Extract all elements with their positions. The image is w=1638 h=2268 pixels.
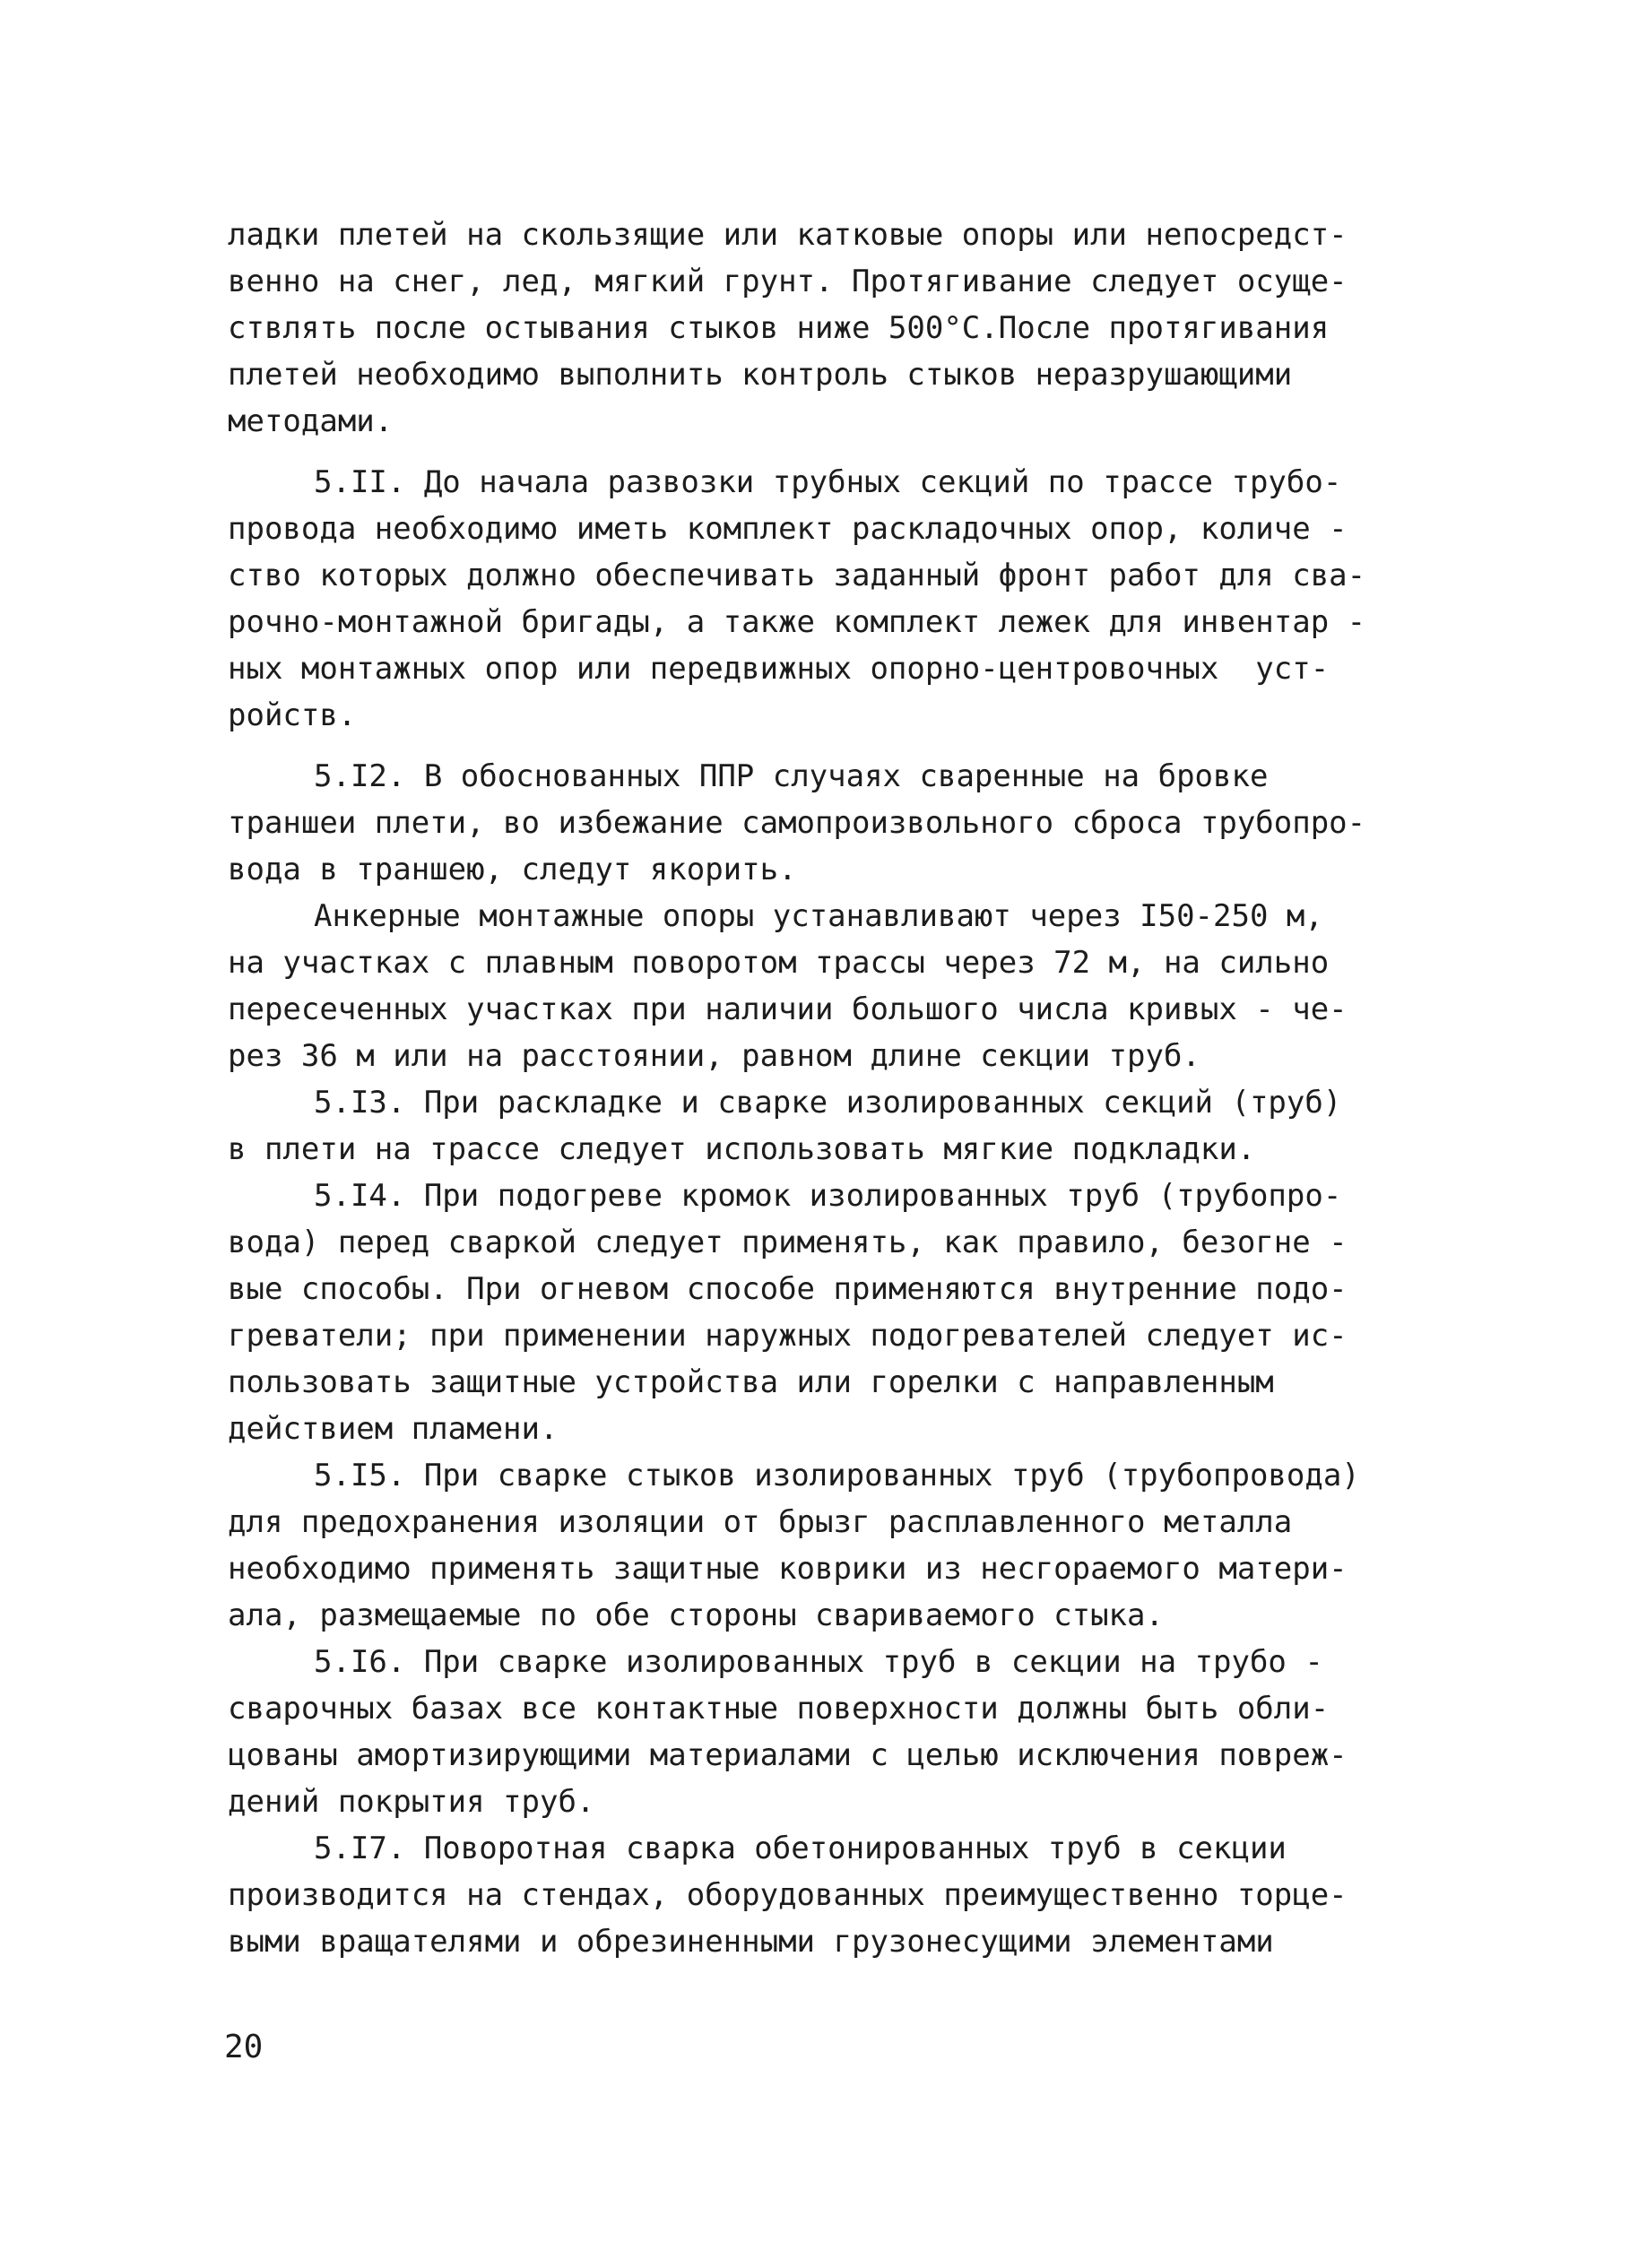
text-line: 5.I3. При раскладке и сварке изолированных секций (труб): [314, 1085, 1342, 1121]
text-line: ройств.: [228, 697, 357, 733]
text-line: сварочных базах все контактные поверхности должны быть обли-: [228, 1691, 1330, 1727]
text-line: 5.I2. В обоснованных ППР случаях сваренные на бровке: [314, 758, 1269, 794]
text-line: производится на стендах, оборудованных преимущественно торце-: [228, 1877, 1348, 1913]
text-line: венно на снег, лед, мягкий грунт. Протягивание следует осуще-: [228, 264, 1348, 299]
paragraph-5-15: [228, 1452, 1429, 1639]
text-line: 5.II. До начала развозки трубных секций по трассе трубо-: [314, 464, 1342, 500]
text-line: для предохранения изоляции от брызг расплавленного металла: [228, 1504, 1293, 1540]
text-line: ала, размещаемые по обе стороны свариваемого стыка.: [228, 1597, 1164, 1633]
text-line: греватели; при применении наружных подогревателей следует ис-: [228, 1318, 1348, 1354]
text-line: 5.I4. При подогреве кромок изолированных труб (трубопро-: [314, 1178, 1342, 1214]
text-line: вода) перед сваркой следует применять, как правило, безогне -: [228, 1225, 1348, 1260]
paragraph-5-11: [228, 459, 1429, 739]
body-text: [228, 212, 1429, 1965]
text-line: ство которых должно обеспечивать заданный фронт работ для сва-: [228, 558, 1366, 593]
text-line: 5.I7. Поворотная сварка обетонированных труб в секции: [314, 1831, 1287, 1866]
paragraph-5-13: [228, 1079, 1429, 1173]
paragraph-5-14: [228, 1173, 1429, 1452]
text-line: ладки плетей на скользящие или катковые опоры или непосредст-: [228, 217, 1348, 253]
text-line: ных монтажных опор или передвижных опорно-центровочных уст-: [228, 651, 1330, 687]
text-line: выми вращателями и обрезиненными грузонесущими элементами: [228, 1924, 1274, 1960]
text-line: Анкерные монтажные опоры устанавливают через I50-250 м,: [314, 898, 1323, 934]
text-line: ствлять после остывания стыков ниже 500°С.После протягивания: [228, 310, 1330, 346]
text-line: вода в траншею, следут якорить.: [228, 852, 797, 887]
paragraph-anchor-supports: [228, 893, 1429, 1079]
paragraph-5-17: [228, 1825, 1429, 1965]
text-line: цованы амортизирующими материалами с целью исключения повреж-: [228, 1737, 1348, 1773]
paragraph-5-16: [228, 1639, 1429, 1825]
text-line: пересеченных участках при наличии большого числа кривых - че-: [228, 991, 1348, 1027]
paragraph-5-12: [228, 753, 1429, 893]
text-line: траншеи плети, во избежание самопроизвольного сброса трубопро-: [228, 805, 1366, 841]
text-line: плетей необходимо выполнить контроль стыков неразрушающими: [228, 357, 1293, 393]
text-line: на участках с плавным поворотом трассы через 72 м, на сильно: [228, 945, 1330, 981]
text-line: в плети на трассе следует использовать мягкие подкладки.: [228, 1131, 1256, 1167]
text-line: рез 36 м или на расстоянии, равном длине секции труб.: [228, 1038, 1200, 1074]
text-line: 5.I5. При сварке стыков изолированных труб (трубопровода): [314, 1458, 1360, 1493]
paragraph-continuation: [228, 212, 1429, 445]
text-line: методами.: [228, 403, 394, 439]
text-line: 5.I6. При сварке изолированных труб в секции на трубо -: [314, 1644, 1323, 1680]
text-line: дений покрытия труб.: [228, 1784, 595, 1820]
page-number: 20: [224, 2029, 264, 2065]
text-line: рочно-монтажной бригады, а также комплект лежек для инвентар -: [228, 604, 1366, 640]
text-line: провода необходимо иметь комплект раскладочных опор, количе -: [228, 511, 1348, 547]
text-line: действием пламени.: [228, 1411, 559, 1447]
text-line: необходимо применять защитные коврики из несгораемого матери-: [228, 1551, 1348, 1587]
text-line: вые способы. При огневом способе применяются внутренние подо-: [228, 1271, 1348, 1307]
text-line: пользовать защитные устройства или горелки с направленным: [228, 1364, 1274, 1400]
